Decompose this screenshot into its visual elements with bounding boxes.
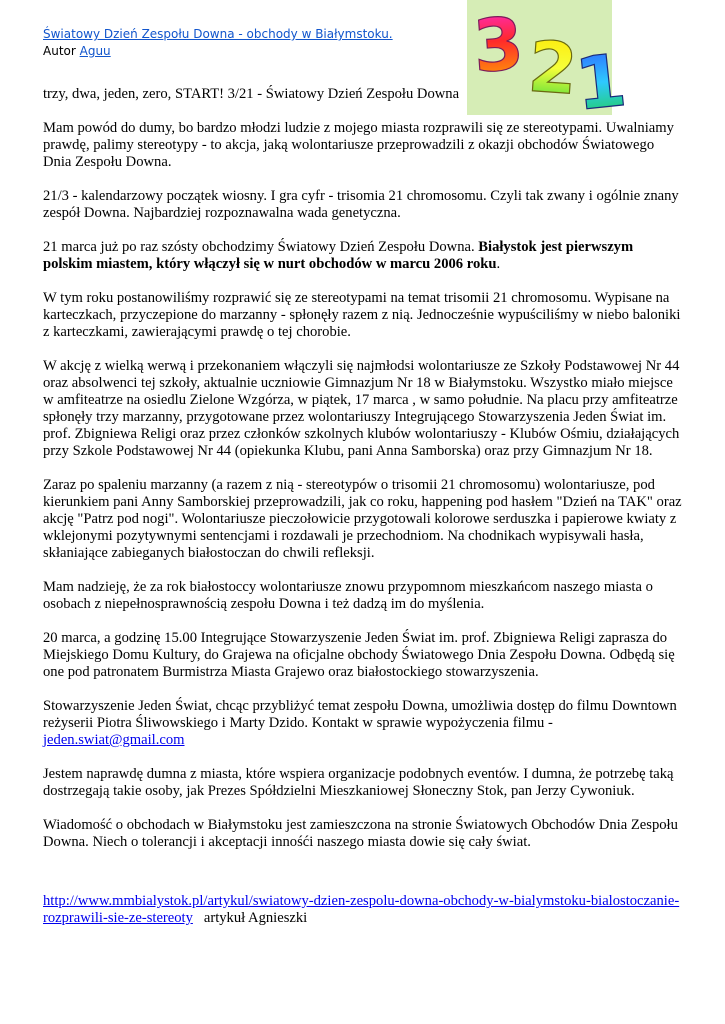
digit-three: 3 — [470, 1, 527, 89]
digit-one: 1 — [571, 37, 631, 127]
paragraph: W akcję z wielką werwą i przekonaniem włączyli się najmłodsi wolontariusze ze Szkoły Podstawowej Nr 44 oraz absolwenci tej szkoły, aktualnie uczniowie Gimnazjum Nr 18 w Białymstoku. Wszystko miało miejsce w amfiteatrze na osiedlu Zielone Wzgórza, w piątek, 17 marca , w samo południe. Na placu przy amfiteatrze spłonęły trzy marzanny, przygotowane przez wolontariuszy Integrującego Stowarzyszenia Jeden Świat im. prof. Zbigniewa Religi oraz przez członków szkolnych klubów wolontariuszy - Klubów Ośmiu, działających przy Szkole Podstawowej Nr 44 (opiekunka Klubu, pani Anna Samborska) oraz przy Gimnazjum Nr 18. — [43, 358, 680, 459]
paragraph: Mam powód do dumy, bo bardzo młodzi ludzie z mojego miasta rozprawili się ze stereotypami. Uwalniamy prawdę, palimy stereotypy - to akcja, jaką wolontariusze przeprowadzili z okazji obchodów Światowego Dnia Zespołu Downa. — [43, 120, 674, 170]
paragraph: Jestem naprawdę dumna z miasta, które wspiera organizacje podobnych eventów. I dumna, że potrzebę taką dostrzegają takie osoby, jak Prezes Spółdzielni Mieszkaniowej Słoneczny Stok, pan Jerzy Cywoniuk. — [43, 766, 674, 799]
email-link[interactable]: jeden.swiat@gmail.com — [43, 732, 185, 748]
article-title-link[interactable]: Światowy Dzień Zespołu Downa - obchody w Białymstoku. — [43, 27, 393, 41]
paragraph: 20 marca, a godzinę 15.00 Integrujące Stowarzyszenie Jeden Świat im. prof. Zbigniewa Religi zaprasza do Miejskiego Domu Kultury, do Grajewa na oficjalne obchody Światowego Dnia Zespołu Downa. Odbędą się one pod patronatem Burmistrza Miasta Grajewo oraz białostockiego stowarzyszenia. — [43, 630, 675, 680]
intro-line: trzy, dwa, jeden, zero, START! 3/21 - Światowy Dzień Zespołu Downa — [43, 86, 460, 102]
source-footer — [43, 893, 693, 927]
source-author-text: artykuł Agnieszki — [192, 910, 308, 926]
paragraph-contact — [43, 698, 685, 749]
article-header — [43, 26, 393, 60]
paragraph-text: Stowarzyszenie Jeden Świat, chcąc przybliżyć temat zespołu Downa, umożliwia dostęp do filmu Downtown reżyserii Piotra Śliwowskiego i Marty Dzido. Kontakt w sprawie wypożyczenia filmu - — [43, 698, 677, 731]
paragraph: W tym roku postanowiliśmy rozprawić się ze stereotypami na temat trisomii 21 chromosomu. Wypisane na karteczkach, przyczepione do marzanny - spłonęły razem z nią. Jednocześnie wypuściliśmy w niebo baloniki z karteczkami, zawierającymi prawdę o tej chorobie. — [43, 290, 681, 340]
article-body — [43, 86, 685, 868]
paragraph: Mam nadzieję, że za rok białostoccy wolontariusze znowu przypomnom mieszkańcom naszego miasta o osobach z niepełnosprawnością zespołu Downa i też dadzą im do myślenia. — [43, 579, 653, 612]
source-url-link[interactable]: http://www.mmbialystok.pl/artykul/swiatowy-dzien-zespolu-downa-obchody-w-bialymstoku-bialostoczanie-rozprawili-sie-ze-stereoty — [43, 893, 680, 926]
paragraph: Zaraz po spaleniu marzanny (a razem z nią - stereotypów o trisomii 21 chromosomu) wolontariusze, pod kierunkiem pani Anny Samborskiej przeprowadzili, jak co roku, happening pod hasłem "Dzień na TAK" oraz akcję "Patrz pod nogi". Wolontariusze pieczołowicie przygotowali kolorowe serduszka i papierowe kwiaty z wklejonymi pozytywnymi sentencjami i rozdawali je przechodniom. Na chodnikach wypisywali hasła, skłaniające zabieganych białostoczan do chwili refleksji. — [43, 477, 682, 561]
bold-statement: Białystok jest pierwszym polskim miastem, który włączył się w nurt obchodów w marcu 2006 roku — [43, 239, 634, 272]
paragraph-text: . — [496, 256, 501, 272]
paragraph-text: 21 marca już po raz szósty obchodzimy Światowy Dzień Zespołu Downa. — [43, 239, 479, 255]
paragraph: 21/3 - kalendarzowy początek wiosny. I gra cyfr - trisomia 21 chromosomu. Czyli tak zwany i ogólnie znany zespół Downa. Najbardziej rozpoznawalna wada genetyczna. — [43, 188, 679, 221]
paragraph-bialystok-first — [43, 239, 685, 273]
author-link[interactable]: Aguu — [79, 44, 111, 58]
digit-two: 2 — [525, 25, 580, 111]
paragraph: Wiadomość o obchodach w Białymstoku jest zamieszczona na stronie Światowych Obchodów Dnia Zespołu Downa. Niech o tolerancji i akceptacji innośći naszego miasta dowie się cały świat. — [43, 817, 678, 850]
author-label: Autor — [43, 44, 76, 58]
